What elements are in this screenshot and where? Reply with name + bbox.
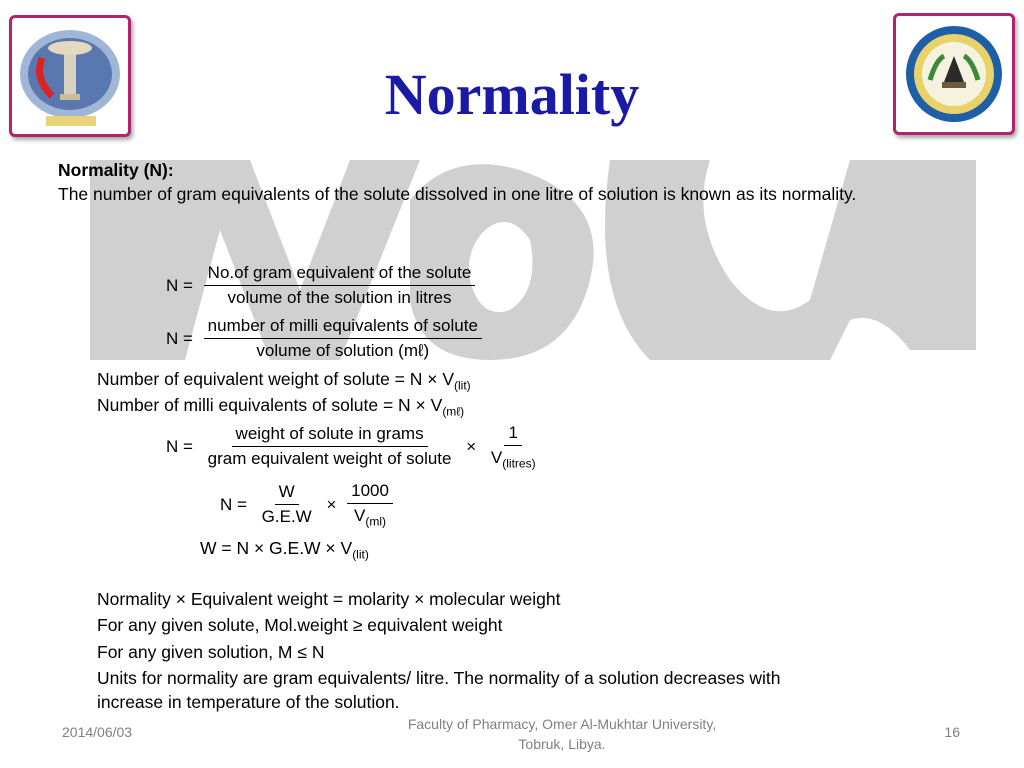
formula-normality-milli-equivalents: N = $\frac{\text{number of milli equivalents of solute}}{\text{volume of solution (mℓ)}}$	[166, 316, 482, 361]
pharmacy-logo	[9, 15, 131, 137]
slide-body	[58, 158, 978, 206]
formula-numerator: weight of solute in grams	[232, 424, 428, 447]
mol-weight-relation: For any given solute, Mol.weight ≥ equivalent weight	[97, 615, 503, 635]
slide-number: 16	[944, 724, 960, 740]
formula-weight: $W = N \times G.E.W \times V_{(lit)}$	[200, 538, 369, 562]
faculty-of-pharmacy-emblem-icon	[12, 18, 128, 134]
molarity-normality-relation: For any given solution, M ≤ N	[97, 642, 325, 662]
formula-numerator: number of milli equivalents of solute	[204, 316, 482, 339]
normality-definition: The number of gram equivalents of the solute dissolved in one litre of solution is known as its normality.	[58, 184, 857, 204]
units-line: Units for normality are gram equivalents/ litre. The normality of a solution decreases with	[97, 668, 781, 688]
milli-equivalents-line: Number of milli equivalents of solute = $N \times V_{(m\ell)}$	[97, 395, 465, 419]
formula-numerator: No.of gram equivalent of the solute	[204, 263, 476, 286]
university-logo	[893, 13, 1015, 135]
footer-date: 2014/06/03	[62, 724, 133, 740]
formula-denominator: volume of solution (mℓ)	[256, 341, 430, 360]
slide-title: Normality	[384, 62, 640, 127]
normality-heading: Normality (N):	[58, 160, 174, 180]
formula-normality-weight: N = $\frac{\text{weight of solute in grams}}{\text{gram equivalent weight of solute}}$ × $\frac{1}{V_{(litres)}}$	[166, 423, 536, 471]
formula-normality-gram-equivalents: N = $\frac{\text{No.of gram equivalent of the solute}}{\text{volume of the solution in litres}}$	[166, 263, 475, 308]
formula-denominator: gram equivalent weight of solute	[207, 449, 452, 469]
equivalent-weight-line: Number of equivalent weight of solute = $N \times V_{(lit)}$	[97, 369, 471, 393]
formula-normality-gew: N = $\frac{W}{G.E.W}$ × $\frac{1000}{V_{(ml)}}$	[220, 481, 393, 528]
footer-institution: Faculty of Pharmacy, Omer Al-Mukhtar University, Tobruk, Libya.	[407, 716, 717, 752]
omar-al-mukhtar-university-seal-icon	[896, 16, 1012, 132]
temperature-line: increase in temperature of the solution.	[97, 692, 400, 712]
normality-molarity-relation: Normality × Equivalent weight = molarity × molecular weight	[97, 589, 561, 609]
formula-denominator: volume of the solution in litres	[227, 288, 452, 307]
